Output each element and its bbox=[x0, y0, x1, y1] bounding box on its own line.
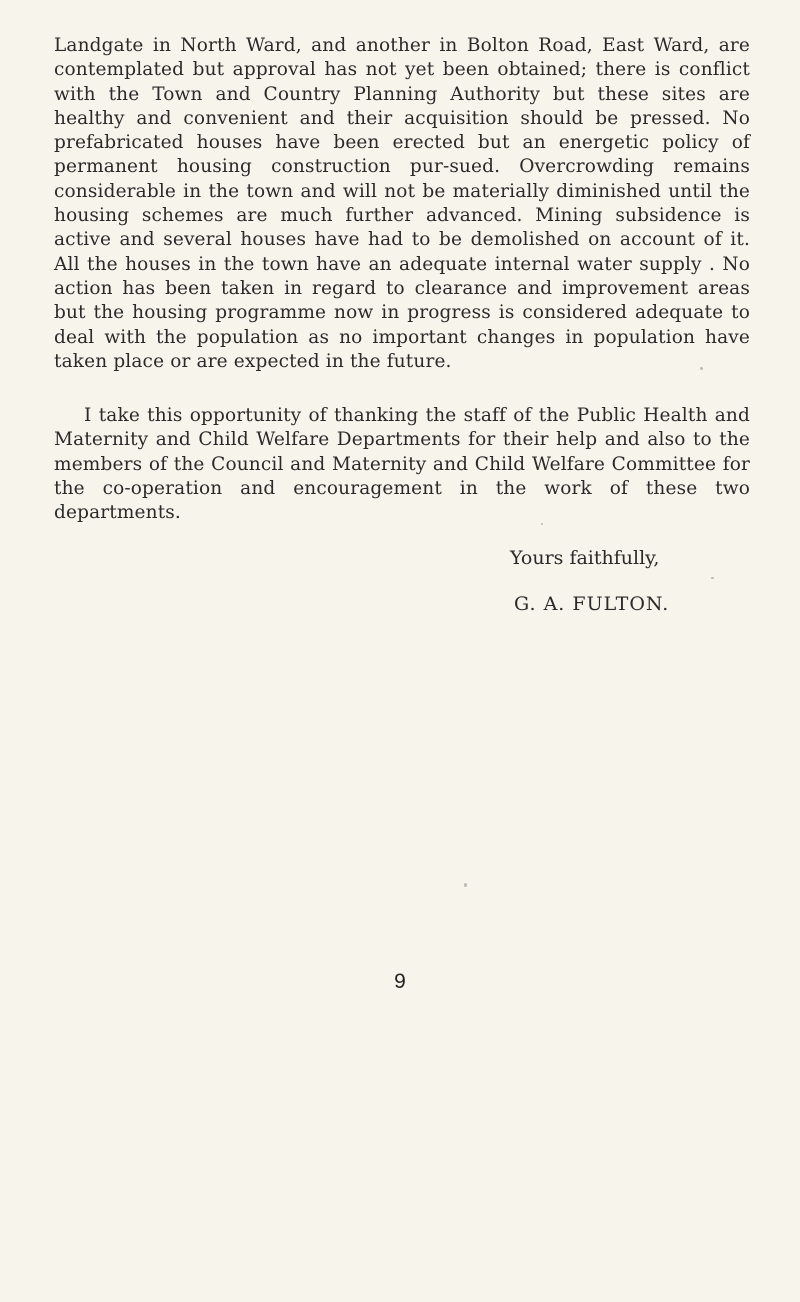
letter-closing: Yours faithfully, bbox=[510, 547, 660, 569]
paper-speck bbox=[711, 577, 714, 579]
paper-speck bbox=[541, 523, 543, 525]
body-paragraph-thanks: I take this opportunity of thanking the staff of the Public Health and Maternity and Child Welfare Departments for their help and also to the members of the Council and Maternity and Child Welfare Committee for the co-operation and encouragement in the work of these two departments. bbox=[54, 405, 750, 524]
paper-speck bbox=[464, 883, 467, 887]
page-number: 9 bbox=[394, 970, 406, 993]
signature-name: G. A. FULTON. bbox=[514, 593, 670, 615]
body-paragraph-housing: Landgate in North Ward, and another in Bolton Road, East Ward, are contemplated but approval has not yet been obtained; there is conflict with the Town and Country Planning Authority but these sites are healthy and convenient and their acquisition should be pressed. No prefabricated houses have been erected but an energetic policy of permanent housing construction pur-sued. Overcrowding remains considerable in the town and will not be materially diminished until the housing schemes are much further advanced. Mining subsidence is active and several houses have had to be demolished on account of it. All the houses in the town have an adequate internal water supply . No action has been taken in regard to clearance and improvement areas but the housing programme now in progress is considered adequate to deal with the population as no important changes in population have taken place or are expected in the future. bbox=[54, 35, 750, 372]
paper-speck bbox=[700, 367, 703, 370]
